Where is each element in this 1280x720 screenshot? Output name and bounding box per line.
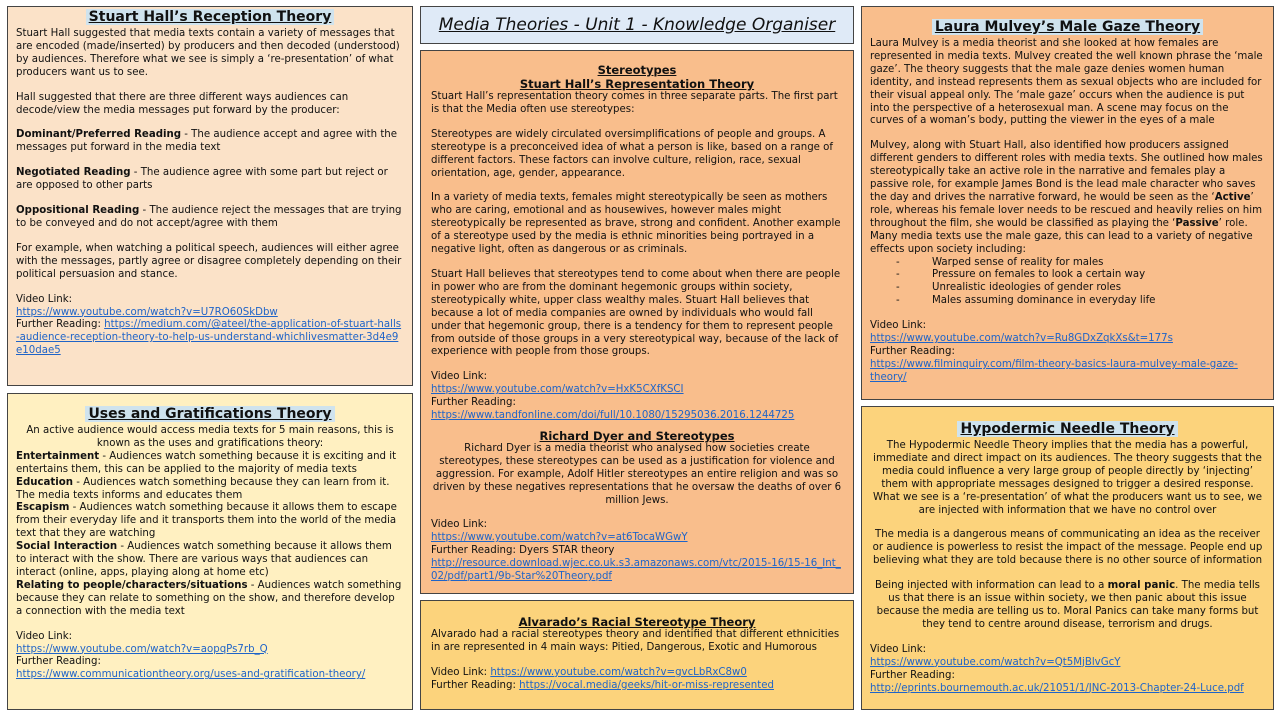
uses-item-text: - Audiences watch something because they can relate to something on the show, and therefore develop a connection with the media text [16, 579, 402, 617]
uses-item-label: Relating to people/characters/situations [16, 579, 248, 591]
reception-theory-title: Stuart Hall’s Reception Theory [86, 9, 335, 25]
stereotypes-p1: Stuart Hall’s representation theory comes in three separate parts. The first part is that the Media often use stereotypes: [431, 91, 838, 115]
uses-item-text: - Audiences watch something because they can learn from it. The media texts informs and educates them [16, 476, 390, 501]
mulvey-panel [861, 6, 1274, 400]
uses-item-label: Escapism [16, 502, 70, 514]
hypodermic-p1: The Hypodermic Needle Theory implies that the media has a powerful, immediate and direct impact on its audiences. The theory suggests that the media could influence a very large group of people directly by ‘injecting’ them with appropriate messages designed to trigger a desired response. What we see is a ‘re-presentation’ of what the producers want us to see, we are injected with information that we have no control over [872, 440, 1262, 516]
dash: - [896, 269, 900, 281]
reception-ways: Hall suggested that there are three different ways audiences can decode/view the media messages put forward by the producer: [16, 91, 349, 116]
negotiated-label: Negotiated Reading [16, 167, 131, 179]
uses-item-education [16, 477, 404, 503]
dash: - [896, 256, 900, 268]
reception-theory-panel [7, 6, 413, 386]
list-item [870, 269, 1265, 282]
uses-item-label: Entertainment [16, 450, 100, 462]
alvarado-reading-label: Further Reading: [431, 679, 520, 691]
hypodermic-p3-part: Being injected with information can lead to a [874, 580, 1108, 592]
stereotypes-p2: Stereotypes are widely circulated oversimplifications of people and groups. A stereotype is a preconceived idea of what a person is like, based on a range of different factors. These factors can involve culture, religion, race, sexual orientation, age, gender, appearance. [431, 128, 833, 179]
hypodermic-reading-label: Further Reading: [870, 669, 955, 681]
dash: - [896, 295, 900, 307]
dyer-video-link[interactable]: https://www.youtube.com/watch?v=at6TocaWGwY [431, 532, 688, 544]
dyer-text: Richard Dyer is a media theorist who analysed how societies create stereotypes, these stereotypes can be used as a justification for violence and aggression. For example, Adolf Hitler stereotypes an entire religion and was so driven by these negatives representations that he oversaw the deaths of over 6 million Jews. [432, 442, 842, 506]
reception-example: For example, when watching a political speech, audiences will either agree with the messages, partly agree or disagree completely depending on their political persuasion and stance. [16, 242, 402, 280]
list-item [870, 282, 1265, 295]
hypodermic-title: Hypodermic Needle Theory [957, 421, 1177, 437]
mulvey-active: Active [1214, 191, 1251, 203]
stereotypes-video-link[interactable]: https://www.youtube.com/watch?v=HxK5CXfKSCI [431, 384, 684, 396]
dash: - [896, 282, 900, 294]
negotiated-reading [16, 167, 404, 193]
effect-item: Pressure on females to look a certain way [932, 269, 1146, 281]
hypodermic-reading-link[interactable]: http://eprints.bournemouth.ac.uk/21051/1/JNC-2013-Chapter-24-Luce.pdf [870, 682, 1244, 694]
uses-intro: An active audience would access media texts for 5 main reasons, this is known as the uses and gratifications theory: [26, 425, 394, 449]
uses-title: Uses and Gratifications Theory [85, 406, 334, 422]
stereotypes-p3: In a variety of media texts, females might stereotypically be seen as mothers who are caring, emotional and as housewives, however males might stereotypically be represented as brave, strong and confident. Another example of a stereotype used by the media is ethnic minorities being portrayed in a negative light, often as dangerous or as criminals. [431, 192, 841, 256]
hypodermic-p2: The media is a dangerous means of communicating an idea as the receiver or audience is powerless to resist the impact of the message. People end up believing what they are told because there is no other source of information [872, 529, 1263, 567]
reception-video-label: Video Link: [16, 293, 73, 305]
reception-reading-link[interactable]: https://medium.com/@ateel/the-application-of-stuart-halls-audience-reception-theory-to-help-us-understand-whichlivesmatter-3d4e9e10dae5 [16, 319, 402, 357]
uses-reading-label: Further Reading: [16, 656, 101, 668]
effect-item: Warped sense of reality for males [932, 256, 1104, 268]
alvarado-panel [420, 600, 854, 710]
hypodermic-video-label: Video Link: [870, 643, 927, 655]
reception-intro: Stuart Hall suggested that media texts contain a variety of messages that are encoded (made/inserted) by producers and then decoded (understood) by audiences. Therefore what we see is simply a ‘re-presentation’ of what producers want us to see. [16, 28, 400, 78]
mulvey-p2-part: Mulvey, along with Stuart Hall, also identified how producers assigned different genders to different roles with media texts. She outlined how males stereotypically take an active role in the narrative and females play a passive role, for example James Bond is the lead male character who saves the day and drives the narrative forward, he would be seen as the ‘ [870, 140, 1263, 203]
stereotypes-video-label: Video Link: [431, 371, 488, 383]
stereotypes-title: Stereotypes [597, 63, 677, 77]
stereotypes-p4: Stuart Hall believes that stereotypes tend to come about when there are people in power who are from the dominant hegemonic groups within society, stereotypically white, upper class wealthy males. Stuart Hall believes that because a lot of media companies are owned by individuals who would fall under that hegemonic group, there is a tendency for them to represent people from outside of those groups in a very stereotypical way, because of the lack of experience with people from those groups. [431, 268, 841, 358]
uses-item-social [16, 541, 404, 580]
mulvey-title: Laura Mulvey’s Male Gaze Theory [932, 19, 1203, 35]
uses-item-text: - Audiences watch something because it is exciting and it entertains them, this can be applied to the majority of media texts [16, 450, 397, 475]
alvarado-video-label: Video Link: [431, 666, 491, 678]
mulvey-reading-link[interactable]: https://www.filminquiry.com/film-theory-basics-laura-mulvey-male-gaze-theory/ [870, 358, 1238, 383]
dyer-video-label: Video Link: [431, 519, 488, 531]
dyer-reading-link[interactable]: http://resource.download.wjec.co.uk.s3.amazonaws.com/vtc/2015-16/15-16_Int_02/pdf/part1/9b-Star%20Theory.pdf [431, 558, 841, 583]
uses-video-label: Video Link: [16, 630, 73, 642]
alvarado-reading-link[interactable]: https://vocal.media/geeks/hit-or-miss-represented [519, 679, 774, 691]
mulvey-video-link[interactable]: https://www.youtube.com/watch?v=Ru8GDxZqkXs&t=177s [870, 333, 1173, 345]
effect-item: Males assuming dominance in everyday life [932, 295, 1156, 307]
uses-item-relating [16, 580, 404, 619]
mulvey-p2-part: ’ role. Many media texts use the male gaze, this can lead to a variety of negative effects upon society including: [870, 217, 1253, 255]
oppositional-text: - The audience reject the messages that are trying to be conveyed and do not accept/agree with them [16, 205, 402, 229]
effect-item: Unrealistic ideologies of gender roles [932, 282, 1122, 294]
mulvey-reading-label: Further Reading: [870, 345, 955, 357]
uses-item-entertainment [16, 451, 404, 477]
uses-item-text: - Audiences watch something because it allows them to interact with the show. There are various ways that audiences can interact (online, apps, playing along at home etc) [16, 541, 392, 578]
representation-subtitle: Stuart Hall’s Representation Theory [519, 77, 755, 91]
hypodermic-p3-part: . The media tells us that there is an issue within society, we then panic about this issue because the media are telling us to. Moral Panics can take many forms but they tend to centre around disease, terrorism and drugs. [876, 580, 1260, 630]
reception-video-link[interactable]: https://www.youtube.com/watch?v=U7RO60SkDbw [16, 306, 278, 318]
dominant-text: - The audience accept and agree with the messages put forward in the media text [16, 129, 398, 154]
stereotypes-reading-label: Further Reading: [431, 397, 516, 409]
mulvey-p2-part: ’ role, whereas his female lover needs to be rescued and heavily relies on him throughout the film, she would be classified as playing the ‘ [870, 191, 1263, 229]
header-panel [420, 6, 854, 44]
uses-item-label: Education [16, 476, 74, 488]
list-item [870, 295, 1265, 308]
uses-reading-link[interactable]: https://www.communicationtheory.org/uses-and-gratification-theory/ [16, 669, 366, 681]
uses-gratifications-panel [7, 393, 413, 710]
mulvey-passive: Passive [1175, 217, 1219, 229]
mulvey-p2 [870, 140, 1265, 256]
uses-item-label: Social Interaction [16, 541, 118, 553]
reception-reading-label: Further Reading: [16, 319, 105, 331]
uses-video-link[interactable]: https://www.youtube.com/watch?v=aopqPs7rb_Q [16, 643, 268, 655]
dominant-label: Dominant/Preferred Reading [16, 129, 182, 141]
hypodermic-panel [861, 406, 1274, 710]
hypodermic-video-link[interactable]: https://www.youtube.com/watch?v=Qt5MjBlvGcY [870, 656, 1121, 668]
dyer-reading-label: Further Reading: Dyers STAR theory [431, 545, 615, 557]
page-title: Media Theories - Unit 1 - Knowledge Organiser [438, 15, 836, 35]
mulvey-video-label: Video Link: [870, 320, 927, 332]
list-item [870, 257, 1265, 270]
alvarado-text: Alvarado had a racial stereotypes theory and identified that different ethnicities in are represented in 4 main ways: Pitied, Dangerous, Exotic and Humorous [431, 629, 840, 653]
moral-panic: moral panic [1107, 580, 1176, 592]
stereotypes-reading-link[interactable]: https://www.tandfonline.com/doi/full/10.1080/15295036.2016.1244725 [431, 410, 795, 422]
dyer-title: Richard Dyer and Stereotypes [539, 428, 735, 443]
stereotypes-panel [420, 50, 854, 594]
dominant-reading [16, 129, 404, 155]
oppositional-reading [16, 205, 404, 231]
negotiated-text: - The audience agree with some part but reject or are opposed to other parts [16, 167, 388, 192]
uses-item-escapism [16, 502, 404, 541]
alvarado-video-link[interactable]: https://www.youtube.com/watch?v=gvcLbRxC8w0 [490, 666, 747, 678]
hypodermic-p3 [870, 580, 1265, 632]
alvarado-title: Alvarado’s Racial Stereotype Theory [518, 615, 756, 629]
uses-item-text: - Audiences watch something because it allows them to escape from their everyday life and it transports them into the world of the media text that they are watching [16, 502, 397, 540]
mulvey-p1: Laura Mulvey is a media theorist and she looked at how females are represented in media texts. Mulvey created the well known phrase the ‘male gaze’. The theory suggests that the male gaze denies women human identity, and instead represents them as sexual objects who are included for their visual appeal only. The ‘male gaze’ occurs when the audience is put into the perspective of a heterosexual man. A scene may focus on the curves of a woman’s body, putting the viewer in the eyes of a male [870, 38, 1263, 127]
oppositional-label: Oppositional Reading [16, 205, 140, 217]
